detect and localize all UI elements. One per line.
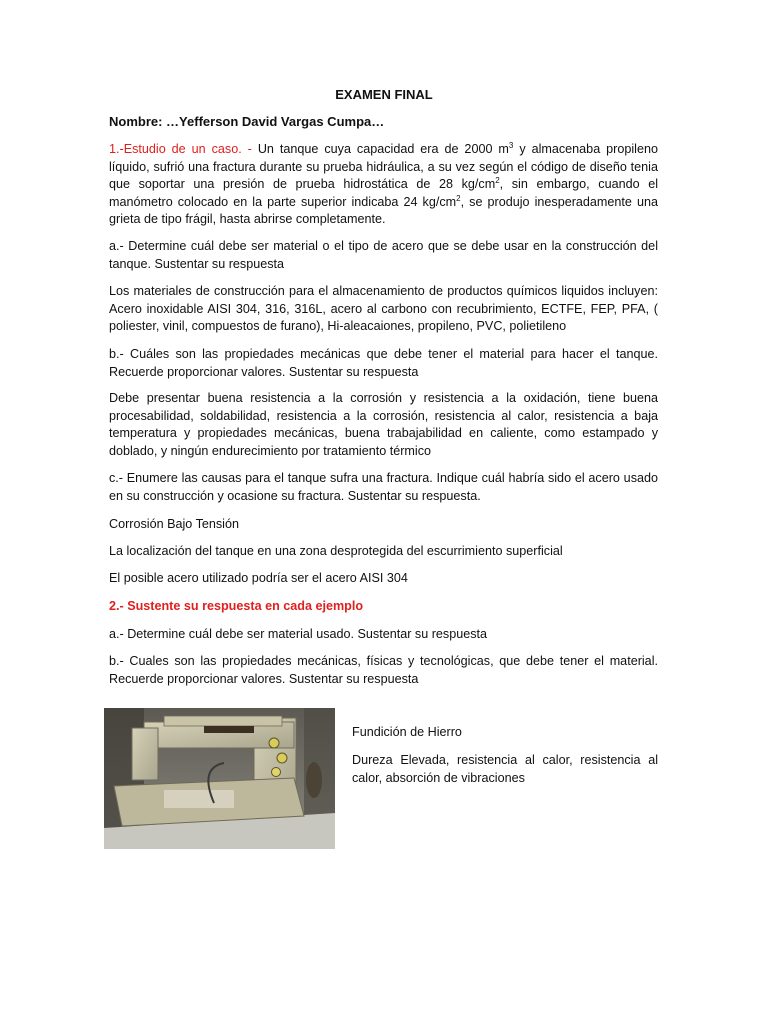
question-1-text-d: , se produjo inesperadamente una grieta de tipo frágil, hasta abrirse completamente. (109, 194, 658, 227)
question-1b: b.- Cuáles son las propiedades mecánicas que debe tener el material para hacer el tanque. Recuerde proporcionar valores. Sustentar su respuesta (109, 347, 658, 379)
answer-1a: Los materiales de construcción para el almacenamiento de productos químicos liquidos incluyen: Acero inoxidable AISI 304, 316, 316L, acero al carbono con recubrimiento, ECTFE, FEP, PFA, ( poliester, vinil, compuestos de furano), Hi-aleacaiones, propileno, PVC, polietileno (109, 284, 658, 334)
answer-2-properties: Dureza Elevada, resistencia al calor, resistencia al calor, absorción de vibraciones (352, 753, 658, 785)
question-1-label: 1.-Estudio de un caso. - (109, 142, 252, 156)
answer-2-material: Fundición de Hierro (352, 725, 462, 739)
answer-1c-1: Corrosión Bajo Tensión (109, 517, 239, 531)
sewing-machine-photo (104, 708, 335, 849)
question-1-text-b: y almacenaba propileno líquido, sufrió una fractura durante su prueba hidráulica, a su vez según el código de diseño tenia que soportar una presión de prueba hidrostática de 28 kg/cm (109, 142, 658, 192)
superscript-square-1: 2 (495, 176, 500, 185)
question-2b: b.- Cuales son las propiedades mecánicas, físicas y tecnológicas, que debe tener el material. Recuerde proporcionar valores. Sustentar su respuesta (109, 654, 658, 686)
superscript-cubic: 3 (508, 140, 514, 150)
question-1a: a.- Determine cuál debe ser material o el tipo de acero que se debe usar en la construcción del tanque. Sustentar su respuesta (109, 239, 658, 271)
student-name: Nombre: …Yefferson David Vargas Cumpa… (109, 114, 385, 129)
question-1-case (109, 141, 658, 229)
question-1-text-a: Un tanque cuya capacidad era de 2000 m (251, 142, 509, 156)
question-1-text-c: , sin embargo, cuando el manómetro colocado en la parte superior indicaba 24 kg/cm (109, 177, 658, 209)
answer-1b: Debe presentar buena resistencia a la corrosión y resistencia a la oxidación, tiene buena procesabilidad, soldabilidad, resistencia a la corrosión, resistencia al calor, resistencia a baja temperatura y propiedades mecánicas, buena trabajabilidad en caliente, como estampado y doblado, y ningún endurecimiento por tratamiento térmico (109, 391, 658, 458)
superscript-square-2: 2 (456, 193, 461, 203)
answer-1c-2: La localización del tanque en una zona desprotegida del escurrimiento superficial (109, 544, 563, 558)
answer-1c-3: El posible acero utilizado podría ser el acero AISI 304 (109, 571, 408, 585)
question-2-heading: 2.- Sustente su respuesta en cada ejemplo (109, 599, 364, 613)
question-1c: c.- Enumere las causas para el tanque sufra una fractura. Indique cuál habría sido el acero usado en su construcción y ocasione su fractura. Sustentar su respuesta. (109, 471, 658, 503)
document-title: EXAMEN FINAL (335, 87, 433, 102)
question-2a: a.- Determine cuál debe ser material usado. Sustentar su respuesta (109, 627, 488, 641)
